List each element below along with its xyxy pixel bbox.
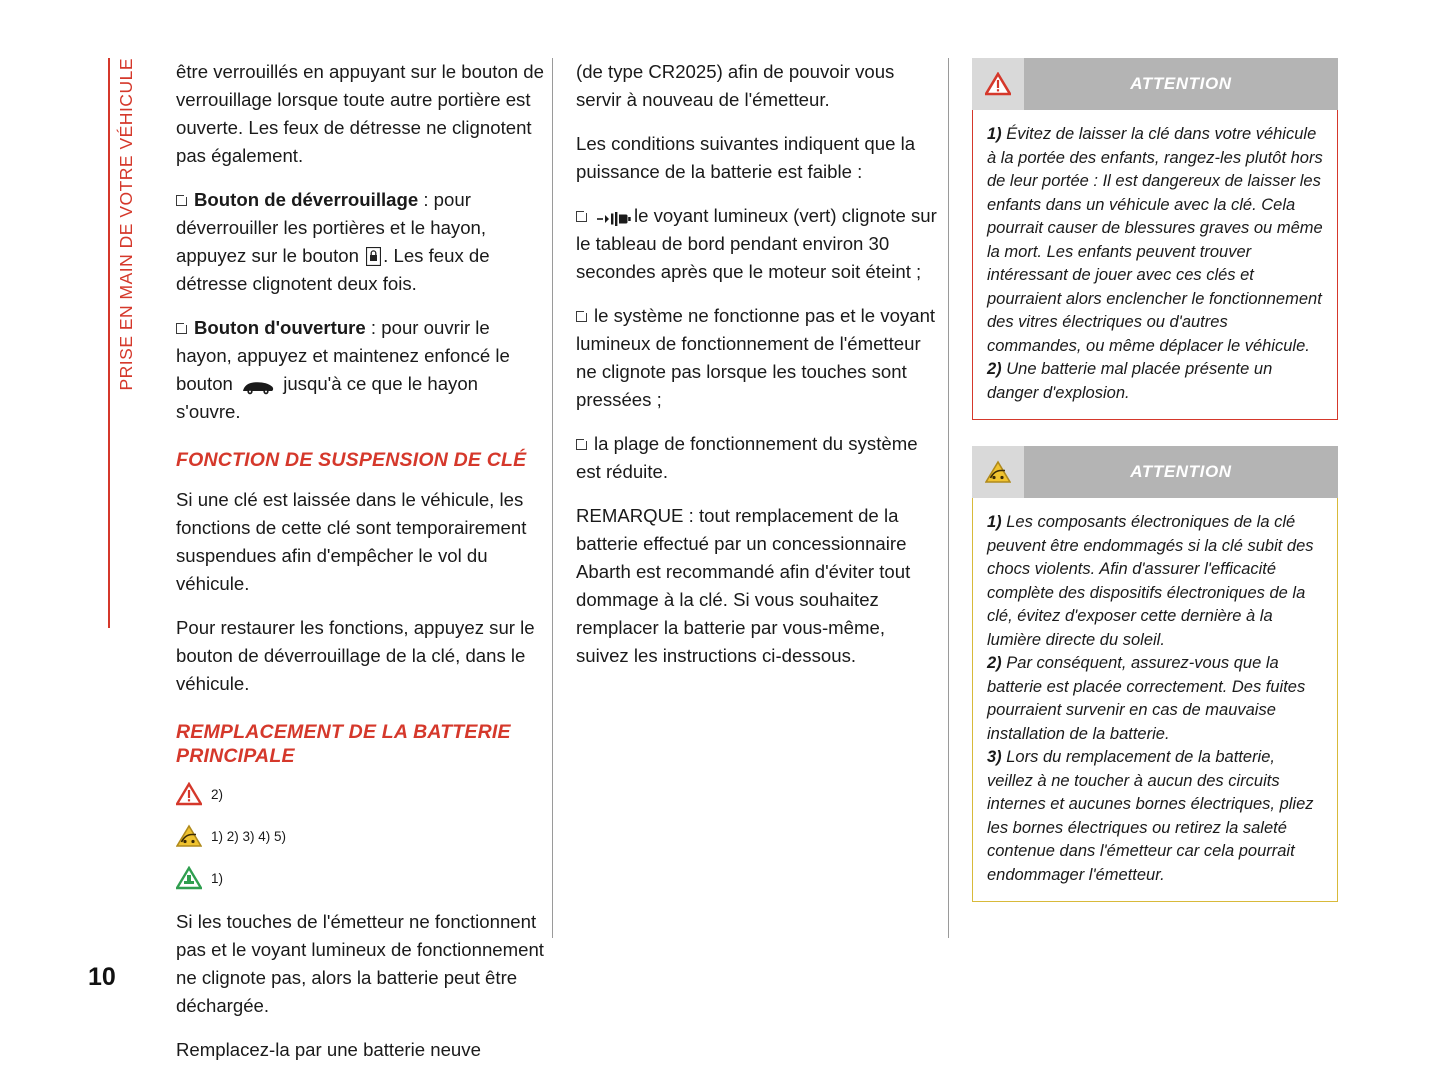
attention-box-yellow — [972, 446, 1338, 902]
attention-title: ATTENTION — [1024, 446, 1338, 498]
section-heading-battery-replacement: REMPLACEMENT DE LA BATTERIE PRINCIPALE — [176, 721, 511, 767]
trunk-open-icon — [241, 375, 275, 391]
page-number: 10 — [88, 963, 116, 991]
item-number: 2) — [987, 654, 1002, 672]
item-text: Par conséquent, assurez-vous que la batterie est placée correctement. Des fuites pourraient survenir en cas de mauvaise installation de la batterie. — [987, 654, 1306, 743]
item-text: Les composants électroniques de la clé peuvent être endommagés si la clé subit des chocs violents. Afin d'assurer l'efficacité complète des dispositifs électroniques de la clé, évitez d'exposer cette dernière à la lumière directe du soleil. — [987, 513, 1314, 649]
square-bullet-icon — [576, 439, 587, 450]
paragraph: être verrouillés en appuyant sur le bouton de verrouillage lorsque toute autre portière est ouverte. Les feux de détresse ne clignotent pas également. — [176, 61, 544, 166]
reference-numbers: 1) — [211, 870, 224, 886]
bullet-text-b: jusqu'à ce que le hayon s'ouvre. — [176, 373, 479, 422]
attention-item — [987, 511, 1323, 652]
warning-reference-line-yellow — [176, 824, 544, 848]
paragraph: (de type CR2025) afin de pouvoir vous servir à nouveau de l'émetteur. — [576, 61, 895, 110]
reference-numbers: 1) 2) 3) 4) 5) — [211, 828, 287, 844]
warning-triangle-red-icon — [176, 782, 202, 806]
bullet-open-button — [176, 314, 544, 426]
bullet-low-battery-indicator — [576, 202, 938, 286]
item-number: 1) — [987, 513, 1002, 531]
paragraph: Pour restaurer les fonctions, appuyez sur le bouton de déverrouillage de la clé, dans le véhicule. — [176, 617, 535, 694]
square-bullet-icon — [576, 311, 587, 322]
warning-reference-line-green — [176, 866, 544, 890]
attention-item — [987, 358, 1323, 405]
column-divider-2 — [948, 58, 949, 938]
bullet-text-b: . Les feux de détresse clignotent deux fois. — [176, 245, 490, 294]
attention-item — [987, 746, 1323, 887]
bullet-text-a: : pour ouvrir le hayon, appuyez et maintenez enfoncé le bouton — [176, 317, 510, 394]
bullet-label: Bouton d'ouverture — [194, 317, 366, 338]
note-paragraph: REMARQUE : tout remplacement de la batterie effectué par un concessionnaire Abarth est recommandé afin d'éviter tout dommage à la clé. Si vous souhaitez remplacer la batterie par vous-même, suivez les instructions ci-dessous. — [576, 505, 911, 666]
text-column-1 — [176, 58, 544, 1080]
bullet-reduced-range — [576, 430, 938, 486]
attention-title: ATTENTION — [1024, 58, 1338, 110]
item-number: 1) — [987, 125, 1002, 143]
lock-button-icon — [366, 246, 381, 265]
attention-box-red — [972, 58, 1338, 420]
warning-triangle-green-icon — [176, 866, 202, 890]
attention-icon-cell — [972, 58, 1024, 110]
item-number: 2) — [987, 360, 1002, 378]
reference-numbers: 2) — [211, 786, 224, 802]
item-text: Évitez de laisser la clé dans votre véhicule à la portée des enfants, rangez-les plutôt hors de leur portée : Il est dangereux de laisser les enfants dans un véhicule avec la clé. Cela pourrait causer de blessures graves ou même la mort. Les enfants peuvent trouver intéressant de jouer avec ces clés et pourraient alors enclencher le fonctionnement des vitres électriques ou d'autres commandes, ou même déplacer le véhicule. — [987, 125, 1323, 355]
square-bullet-icon — [576, 211, 587, 222]
bullet-label: Bouton de déverrouillage — [194, 189, 419, 210]
warning-triangle-yellow-icon — [985, 460, 1011, 484]
paragraph: Si une clé est laissée dans le véhicule, les fonctions de cette clé sont temporairement suspendues afin d'empêcher le vol du véhicule. — [176, 489, 527, 594]
bullet-text-a: : pour déverrouiller les portières et le hayon, appuyez sur le bouton — [176, 189, 487, 266]
chapter-side-title — [108, 58, 142, 628]
attention-icon-cell — [972, 446, 1024, 498]
bullet-system-not-working — [576, 302, 938, 414]
bullet-unlock-button — [176, 186, 544, 298]
item-text: Lors du remplacement de la batterie, veillez à ne toucher à aucun des circuits internes et aucunes bornes électriques, pliez les bornes électriques ou retirez la saleté contenue dans l'émetteur car cela pourrait endommager l'émetteur. — [987, 748, 1314, 884]
attention-item — [987, 652, 1323, 746]
attention-item — [987, 123, 1323, 358]
paragraph: Si les touches de l'émetteur ne fonctionnent pas et le voyant lumineux de fonctionnement ne clignote pas, alors la batterie peut être déchargée. — [176, 911, 544, 1016]
warning-reference-line-red — [176, 782, 544, 806]
warning-triangle-red-icon — [985, 72, 1011, 96]
warning-triangle-yellow-icon — [176, 824, 202, 848]
attention-body — [972, 110, 1338, 420]
bullet-text: le voyant lumineux (vert) clignote sur le tableau de bord pendant environ 30 secondes après que le moteur soit éteint ; — [576, 205, 937, 282]
key-battery-low-telltale-icon — [596, 207, 632, 223]
square-bullet-icon — [176, 323, 187, 334]
attention-header — [972, 446, 1338, 498]
item-number: 3) — [987, 748, 1002, 766]
attention-body — [972, 498, 1338, 902]
paragraph: Les conditions suivantes indiquent que la puissance de la batterie est faible : — [576, 133, 916, 182]
column-divider-1 — [552, 58, 553, 938]
attention-header — [972, 58, 1338, 110]
warning-column — [972, 58, 1338, 928]
section-heading-key-suspension: FONCTION DE SUSPENSION DE CLÉ — [176, 449, 527, 471]
text-column-2 — [576, 58, 938, 686]
square-bullet-icon — [176, 195, 187, 206]
paragraph: Remplacez-la par une batterie neuve — [176, 1039, 481, 1060]
chapter-side-title-label: PRISE EN MAIN DE VOTRE VÉHICULE — [115, 58, 136, 391]
bullet-text: la plage de fonctionnement du système est réduite. — [576, 433, 918, 482]
item-text: Une batterie mal placée présente un danger d'explosion. — [987, 360, 1273, 402]
bullet-text: le système ne fonctionne pas et le voyant lumineux de fonctionnement de l'émetteur ne clignote pas lorsque les touches sont pressées ; — [576, 305, 936, 410]
